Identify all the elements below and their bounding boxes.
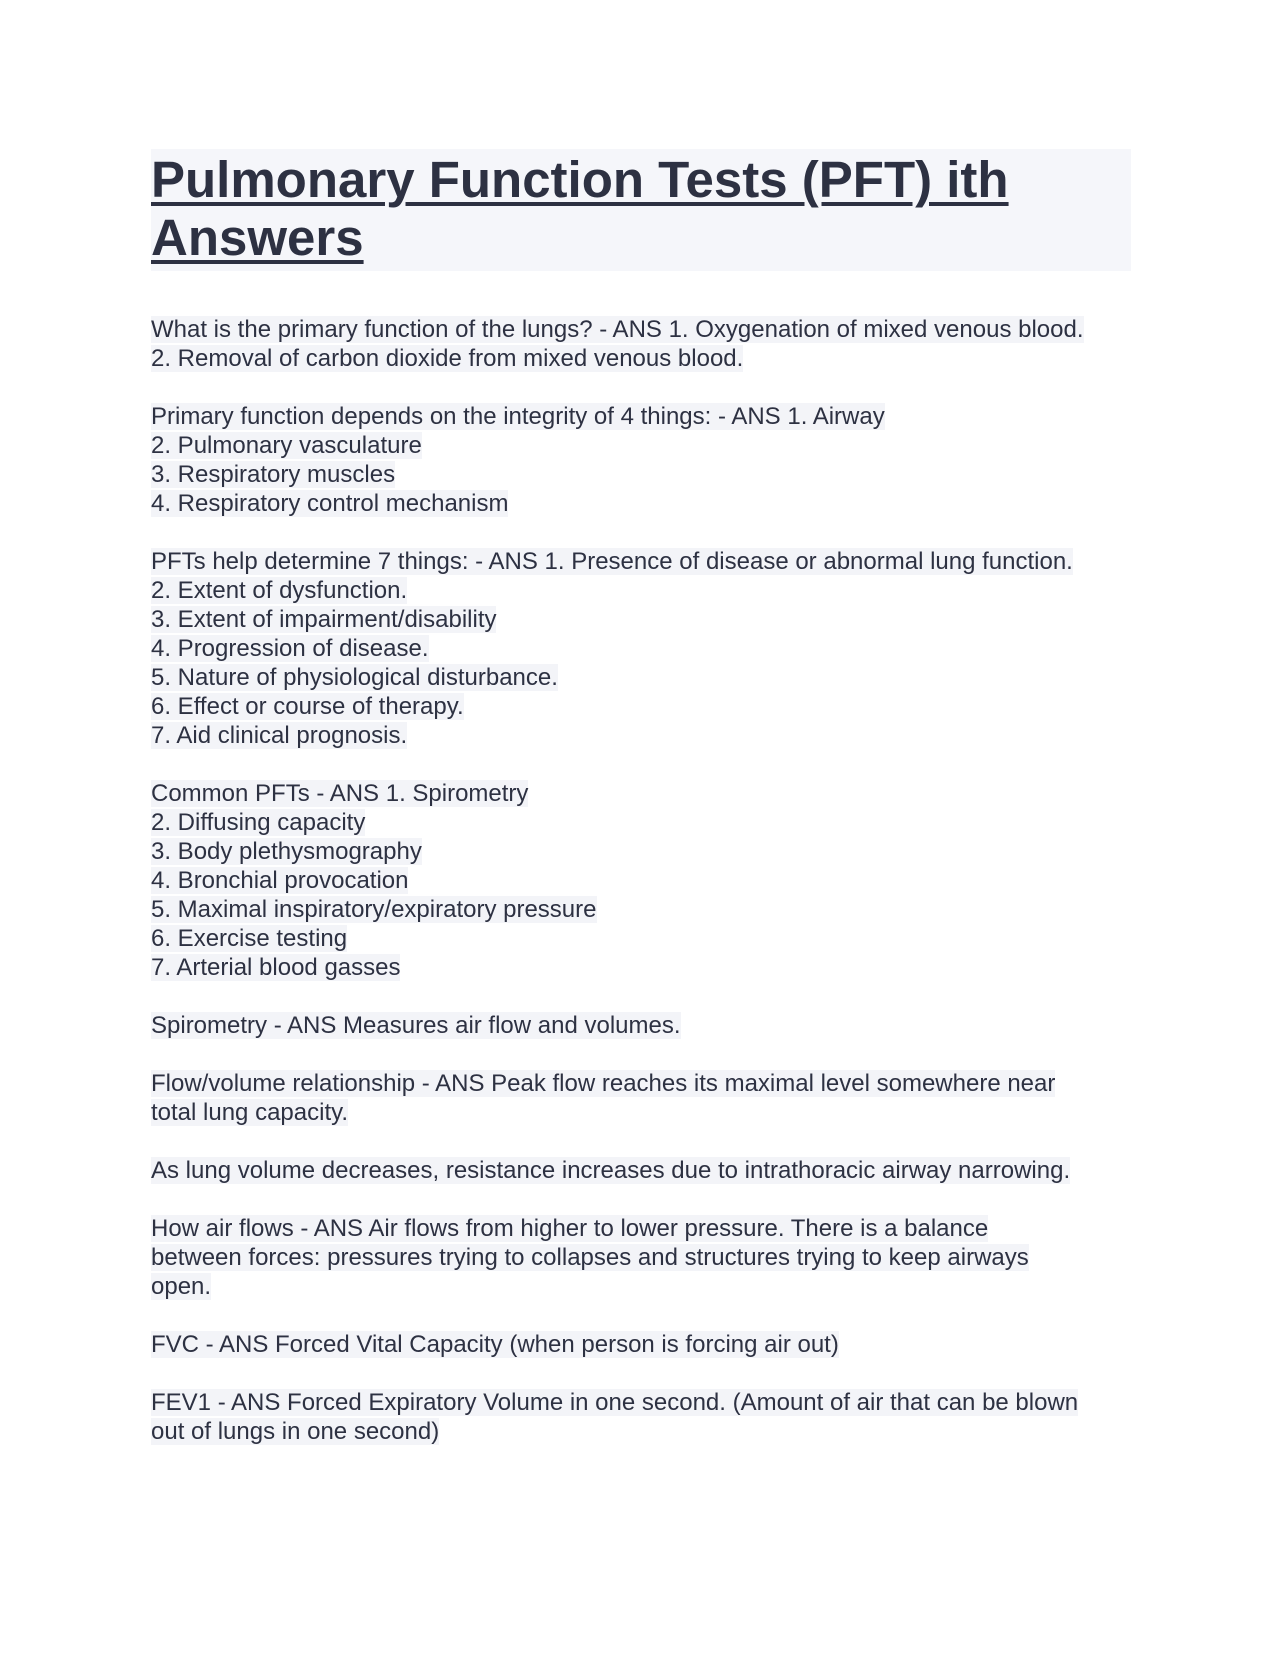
qa-line bbox=[151, 344, 1131, 373]
qa-line bbox=[151, 547, 1131, 576]
qa-line bbox=[151, 895, 1131, 924]
qa-line-text: 5. Maximal inspiratory/expiratory pressure bbox=[151, 896, 597, 923]
qa-line-text: 7. Aid clinical prognosis. bbox=[151, 722, 408, 749]
qa-line-text: Primary function depends on the integrity of 4 things: - ANS 1. Airway bbox=[151, 403, 885, 430]
qa-line-text: 2. Pulmonary vasculature bbox=[151, 432, 422, 459]
qa-line-text: What is the primary function of the lungs? - ANS 1. Oxygenation of mixed venous blood. bbox=[151, 316, 1084, 343]
qa-line bbox=[151, 1330, 1131, 1359]
qa-line bbox=[151, 634, 1131, 663]
qa-line-text: total lung capacity. bbox=[151, 1099, 349, 1126]
qa-item bbox=[151, 547, 1131, 750]
qa-line-text: 6. Effect or course of therapy. bbox=[151, 693, 464, 720]
qa-line bbox=[151, 431, 1131, 460]
qa-line-text: between forces: pressures trying to collapses and structures trying to keep airways bbox=[151, 1244, 1029, 1271]
qa-item bbox=[151, 1011, 1131, 1040]
qa-line-text: Flow/volume relationship - ANS Peak flow reaches its maximal level somewhere near bbox=[151, 1070, 1056, 1097]
qa-line-text: 6. Exercise testing bbox=[151, 925, 348, 952]
qa-line bbox=[151, 1272, 1131, 1301]
qa-line bbox=[151, 460, 1131, 489]
qa-line-text: 7. Arterial blood gasses bbox=[151, 954, 401, 981]
qa-item bbox=[151, 315, 1131, 373]
qa-item bbox=[151, 1156, 1131, 1185]
qa-line bbox=[151, 1243, 1131, 1272]
qa-line-text: Common PFTs - ANS 1. Spirometry bbox=[151, 780, 529, 807]
qa-line bbox=[151, 779, 1131, 808]
qa-line bbox=[151, 402, 1131, 431]
qa-line bbox=[151, 1388, 1131, 1417]
qa-line bbox=[151, 1098, 1131, 1127]
qa-line bbox=[151, 1069, 1131, 1098]
qa-line-text: Spirometry - ANS Measures air flow and volumes. bbox=[151, 1012, 681, 1039]
qa-line bbox=[151, 808, 1131, 837]
qa-line-text: 3. Extent of impairment/disability bbox=[151, 606, 497, 633]
qa-line-text: out of lungs in one second) bbox=[151, 1418, 440, 1445]
qa-line bbox=[151, 1214, 1131, 1243]
qa-item bbox=[151, 402, 1131, 518]
qa-line-text: How air flows - ANS Air flows from higher to lower pressure. There is a balance bbox=[151, 1215, 989, 1242]
qa-line bbox=[151, 663, 1131, 692]
qa-item bbox=[151, 1388, 1131, 1446]
qa-line bbox=[151, 315, 1131, 344]
qa-line-text: 4. Respiratory control mechanism bbox=[151, 490, 509, 517]
qa-item bbox=[151, 779, 1131, 982]
document-page bbox=[151, 149, 1131, 1475]
qa-line bbox=[151, 1417, 1131, 1446]
qa-line-text: 2. Removal of carbon dioxide from mixed venous blood. bbox=[151, 345, 744, 372]
qa-line bbox=[151, 489, 1131, 518]
qa-line bbox=[151, 866, 1131, 895]
qa-line bbox=[151, 576, 1131, 605]
qa-list bbox=[151, 315, 1131, 1446]
qa-line-text: 5. Nature of physiological disturbance. bbox=[151, 664, 558, 691]
qa-line bbox=[151, 1011, 1131, 1040]
title-line-2: Answers bbox=[151, 209, 364, 266]
title-line-1: Pulmonary Function Tests (PFT) ith bbox=[151, 151, 1009, 208]
qa-line bbox=[151, 953, 1131, 982]
qa-line-text: 3. Respiratory muscles bbox=[151, 461, 396, 488]
qa-line bbox=[151, 924, 1131, 953]
qa-line-text: 2. Extent of dysfunction. bbox=[151, 577, 408, 604]
qa-line-text: 3. Body plethysmography bbox=[151, 838, 422, 865]
qa-line bbox=[151, 837, 1131, 866]
qa-line-text: 4. Bronchial provocation bbox=[151, 867, 409, 894]
qa-line bbox=[151, 1156, 1131, 1185]
qa-item bbox=[151, 1214, 1131, 1301]
qa-line bbox=[151, 721, 1131, 750]
qa-line-text: 2. Diffusing capacity bbox=[151, 809, 366, 836]
qa-line bbox=[151, 692, 1131, 721]
qa-line-text: FEV1 - ANS Forced Expiratory Volume in one second. (Amount of air that can be blown bbox=[151, 1389, 1079, 1416]
title-block bbox=[151, 149, 1131, 271]
document-title bbox=[151, 151, 1131, 267]
qa-item bbox=[151, 1069, 1131, 1127]
qa-line-text: PFTs help determine 7 things: - ANS 1. Presence of disease or abnormal lung function. bbox=[151, 548, 1073, 575]
qa-line-text: open. bbox=[151, 1273, 212, 1300]
qa-line bbox=[151, 605, 1131, 634]
qa-line-text: As lung volume decreases, resistance increases due to intrathoracic airway narrowing. bbox=[151, 1157, 1071, 1184]
qa-line-text: FVC - ANS Forced Vital Capacity (when person is forcing air out) bbox=[151, 1331, 839, 1358]
qa-item bbox=[151, 1330, 1131, 1359]
qa-line-text: 4. Progression of disease. bbox=[151, 635, 429, 662]
